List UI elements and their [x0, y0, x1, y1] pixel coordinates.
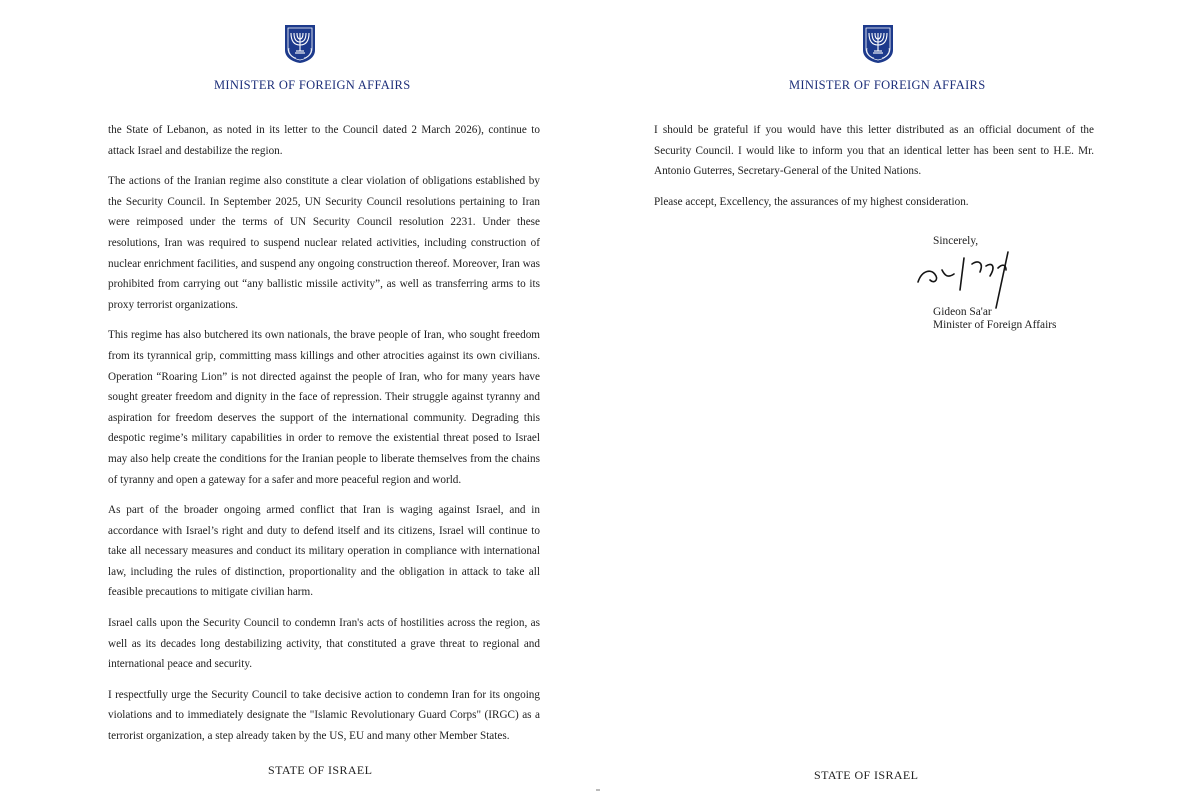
- ministry-heading: MINISTER OF FOREIGN AFFAIRS: [214, 78, 411, 92]
- page-footer: STATE OF ISRAEL: [814, 768, 919, 782]
- paragraph: This regime has also butchered its own nationals, the brave people of Iran, who sought freedom from its tyrannical grip, committing mass killings and other atrocities against its own civilians. Operation “Roaring Lion” is not directed against the people of Iran, who for many years have sought greater freedom and dignity in the face of repression. Their struggle against tyranny and aspiration for freedom deserves the support of the international community. Degrading this despotic regime’s military capabilities in order to remove the existential threat posed to Israel may also help create the conditions for the Iranian people to liberate themselves from the chains of tyranny and open a gateway for a safer and more peaceful region and world.: [108, 329, 540, 486]
- paragraph: the State of Lebanon, as noted in its letter to the Council dated 2 March 2026), continue to attack Israel and destabilize the region.: [108, 124, 540, 157]
- letter-body-right: [654, 120, 1094, 222]
- paragraph: I should be grateful if you would have this letter distributed as an official document of the Security Council. I would like to inform you that an identical letter has been sent to H.E. Mr. Antonio Guterres, Secretary-General of the United Nations.: [654, 124, 1094, 178]
- paragraph: Please accept, Excellency, the assurances of my highest consideration.: [654, 195, 969, 208]
- signer-title: Minister of Foreign Affairs: [933, 319, 1057, 331]
- paragraph: I respectfully urge the Security Council to take decisive action to condemn Iran for its ongoing violations and to immediately designate the "Islamic Revolutionary Guard Corps" (IRGC) as a terrorist organization, a step already taken by the US, EU and many other Member States.: [108, 688, 540, 743]
- paragraph: The actions of the Iranian regime also constitute a clear violation of obligations established by the Security Council. In September 2025, UN Security Council resolutions pertaining to Iran were reimposed under the terms of UN Security Council resolution 2231. Under these resolutions, Iran was required to suspend nuclear related activities, including construction of nuclear enrichment facilities, and suspend any ongoing construction thereof. Moreover, Iran was prohibited from carrying out “any ballistic missile activity”, as well as transferring arms to its proxy terrorist organizations.: [108, 175, 540, 311]
- page-footer: STATE OF ISRAEL: [268, 763, 373, 777]
- signer-name: Gideon Sa'ar: [933, 306, 992, 318]
- letter-body-left: [108, 120, 540, 757]
- closing-text: Sincerely,: [933, 235, 979, 247]
- paragraph: As part of the broader ongoing armed conflict that Iran is waging against Israel, and in accordance with Israel’s right and duty to defend itself and its citizens, Israel will continue to take all necessary measures and conduct its military operation in compliance with international law, including the rules of distinction, proportionality and the obligation in attack to take all feasible precautions to mitigate civilian harm.: [108, 504, 540, 599]
- handwritten-signature-icon: [912, 250, 1022, 312]
- menorah-emblem-icon: [283, 24, 317, 64]
- ministry-heading: MINISTER OF FOREIGN AFFAIRS: [789, 78, 986, 92]
- menorah-emblem-icon: [861, 24, 895, 64]
- paragraph: Israel calls upon the Security Council to condemn Iran's acts of hostilities across the region, as well as its decades long destabilizing activity, that constituted a grave threat to regional and international peace and security.: [108, 617, 540, 671]
- letter-page-right: [600, 0, 1200, 793]
- scan-mark: [596, 789, 600, 791]
